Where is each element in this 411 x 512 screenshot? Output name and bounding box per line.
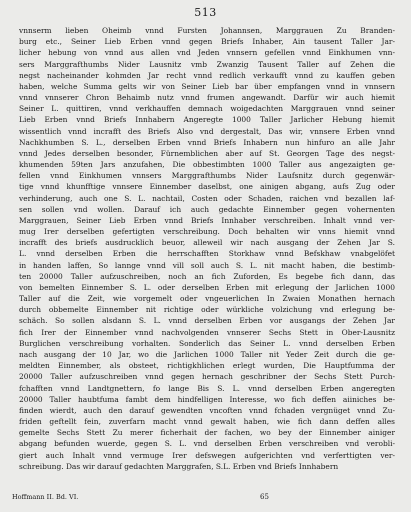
text-line: 20000 Taller aufzuschreiben vnnd gegen hernach geschribner der Sechs Stett Purch- <box>19 372 395 382</box>
text-line: schreibung. Das wir darauf gedachten Marggrafen, S.L. Erben vnd Briefs Innhabern <box>19 461 339 471</box>
text-line: burg etc., Seiner Lieb Erben vnnd gegen Briefs Inhaber, Ain tausent Taller Jar- <box>19 37 395 47</box>
text-line: vnnserm lieben Oheimb vnnd Fursten Johannsen, Marggrauen Zu Branden- <box>19 26 395 35</box>
text-line: khumenden 59ten Jars anzufahen, Die obbestimbten 1000 Taller aus angezaigten ge- <box>19 160 395 170</box>
text-line: Taller auf die Zeit, wie vorgemelt oder vngeuerlichen In Zwaien Monathen hernach <box>19 294 395 304</box>
text-line: in handen laffen, So lannge vnnd vill soll auch S. L. nit macht haben, die bestimb- <box>19 260 395 270</box>
text-line: durch obbemelte Einnember nit richtige oder würkliche volzichung vnd erlegung be- <box>19 305 395 315</box>
text-line: gemelte Sechs Stett Zu merer ficherhait der fachen, wo bey der Einnember ainiger <box>19 428 395 438</box>
text-line: negst nacheinander kohmden Jar recht vnnd redlich verkaufft vnnd zu kauffen geben <box>19 70 395 80</box>
page-footer <box>12 493 402 505</box>
text-line: sen sollen vnd wollen. Darauf ich auch gedachte Einnember gegen vohernenten <box>19 204 395 214</box>
text-line: abgang befunden wuerde, gegen S. L. vnd derselben Erben verschreiben vnd verobli- <box>19 439 395 449</box>
text-line: licher hebung von vnnd aus allen vnd Jeden vnnsern gefellen vnnd Einkhumen vnn- <box>19 48 395 58</box>
text-line: mug Irer derselben gefertigten verschreibung. Doch behalten wir vnns hiemit vnnd <box>19 227 395 237</box>
document-body <box>19 25 395 472</box>
text-line: fich Irer der Einnember vnnd nachvolgenden vnnserer Sechs Stett in Ober-Lausnitz <box>19 327 395 337</box>
text-line: Lieb Erben vnnd Briefs Innhabern Angeregte 1000 Taller Jarlicher Hebung hiemit <box>19 115 395 125</box>
page-number: 513 <box>194 6 217 19</box>
text-line: friden geftellt fein, zuverfarn macht vnnd gewalt haben, wie fich dann deffen alles <box>19 417 395 427</box>
text-line: ten 20000 Taller aufzuschreiben, noch an fich Zuforden, Es begebe fich dann, das <box>19 271 395 281</box>
text-line: meldten Einnember, als obsteet, richtigkhlichen erlegt wurden, Die Hauptfumma der <box>19 361 395 371</box>
text-line: finden wierdt, auch den darauf gewendten vncoften vnnd fchaden vergnüget vnnd Zu- <box>19 405 395 415</box>
text-line: 20000 Taller haubtfuma fambt dem hindfelligen Interesse, wo fich deffen aiiniches be- <box>19 394 395 404</box>
text-line: wissentlich vnnd incrafft des Briefs Also vnd dergestalt, Das wir, vnnsere Erben vnnd <box>19 126 395 136</box>
footer-signature: Hoffmann II. Bd. VI. <box>12 493 79 501</box>
text-line: tige vnnd khunfftige vnnsere Einnember daselbst, one ainigen abgang, aufs Zug oder <box>19 182 395 192</box>
text-line: Burglichen verschreibung vorhalten. Sonderlich das Seiner L. vnnd derselben Erben <box>19 338 395 348</box>
text-line: schäch. So sollen alsdann S. L. vnnd derselben Erben vor ausgangs der Zehen Jar <box>19 316 395 326</box>
text-line: haben, welche Summa gelts wir von Seiner Lieb bar über empfangen vnnd in vnnsern <box>19 81 395 91</box>
text-line: Seiner L. quittiren, vnnd verkhauffen demnach woigedachten Marggrauen vnnd seiner <box>19 104 395 114</box>
text-line: Nachkhumben S. L., derselben Erben vnnd Briefs Inhabern nun hinfuro an alle Jahr <box>19 137 395 147</box>
text-line: fchafften vnnd Landtgnettern, fo lange Bis S. L. vnnd derselben Erben angeregten <box>19 383 395 393</box>
text-line: giert auch Inhalt vnnd vermuge Irer defswegen aufgerichten vnd verferttigten ver- <box>19 450 395 460</box>
text-line: verhinderung, auch one S. L. nachtail, Costen oder Schaden, raichen vnd bezallen laf- <box>19 193 395 203</box>
text-line: nach ausgang der 10 Jar, wo die Jarlichen 1000 Taller nit Yeder Zeit durch die ge- <box>19 349 395 359</box>
text-line: vnnd Jedes derselben besonder, Fürnemblichen aber auf St. Georgen Tage des negst- <box>19 148 395 158</box>
text-line: von bemelten Einnember S. L. oder derselben Erben mit erlegung der Jarlichen 1000 <box>19 282 395 292</box>
footer-catchword: 65 <box>260 493 269 501</box>
text-line: incrafft des briefs ausdrucklich beuor, alleweil wir nach ausgang der Zehen Jar S. <box>19 238 395 248</box>
text-line: Marggrauen, Seiner Lieb Erben vnnd Briefs Innhaber verschreiben. Inhalt vnnd ver- <box>19 215 395 225</box>
text-line: vnnd vnnserer Chron Behaimb nutz vnnd frumen angewandt. Darfür wir auch hiemit <box>19 93 395 103</box>
text-line: sers Marggrafthumbs Nider Lausnitz vmb Zwanzig Tausent Taller auf Zehen die <box>19 59 395 69</box>
text-line: L. vnnd derselben Erben die herrschafften Storkhaw vnnd Befskhaw vnabgelöfet <box>19 249 395 259</box>
text-line: fellen vnnd Einkhumen vnnsers Marggrafthumbs Nider Laufsnitz durch gegenwär- <box>19 171 395 181</box>
